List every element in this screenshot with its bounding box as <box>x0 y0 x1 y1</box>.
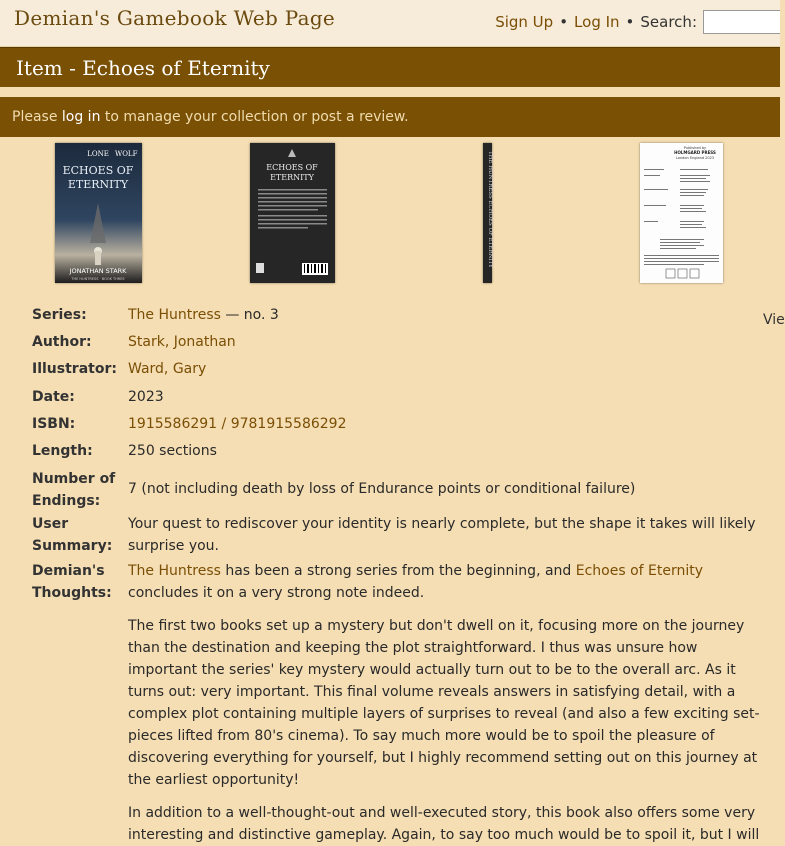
colophon-line2: HOLMGARD PRESS <box>674 150 716 155</box>
thoughts-book-link[interactable]: Echoes of Eternity <box>575 563 704 579</box>
login-notice <box>0 97 780 137</box>
summary-row <box>0 513 780 557</box>
nav-separator: • <box>625 13 635 31</box>
length-label: Length: <box>32 443 93 459</box>
thoughts-series-link[interactable]: The Huntress <box>128 563 221 579</box>
isbn-link[interactable]: 1915586291 / 9781915586292 <box>128 416 347 432</box>
isbn-value <box>128 413 768 435</box>
notice-login-link[interactable]: log in <box>61 109 101 125</box>
date-label: Date: <box>32 389 75 405</box>
search-input[interactable] <box>703 10 780 34</box>
item-header: Item - Echoes of Eternity <box>0 47 780 87</box>
date-value: 2023 <box>128 389 164 405</box>
illustrator-row <box>0 358 780 380</box>
series-number: — no. 3 <box>220 307 279 323</box>
endings-row <box>0 468 780 509</box>
front-cover-title2: ETERNITY <box>67 178 129 191</box>
thoughts-text-mid: has been a strong series from the beginning, and <box>220 563 576 579</box>
sign-up-link[interactable]: Sign Up <box>495 13 554 31</box>
cover-images <box>0 137 780 287</box>
series-row <box>0 304 780 326</box>
illustrator-label: Illustrator: <box>32 361 117 377</box>
front-cover-author: JONATHAN STARK <box>69 267 127 275</box>
thoughts-paragraph-3: In addition to a well-thought-out and well-executed story, this book also offers some very interesting and distinctive gameplay. Again, to say too much would be to spoil it, but I will <box>128 805 760 843</box>
isbn-row <box>0 413 780 435</box>
author-label: Author: <box>32 334 92 350</box>
colophon-line3: London England 2023 <box>675 156 715 160</box>
front-cover-series-top: LONE <box>87 150 109 158</box>
spine-text: THE HUNTRESS ECHOES OF ETERNITY <box>487 151 493 268</box>
notice-suffix: to manage your collection or post a review. <box>100 109 409 125</box>
top-bar <box>0 0 780 47</box>
log-in-link[interactable]: Log In <box>574 13 620 31</box>
front-cover-series-top2: WOLF <box>115 150 138 158</box>
thoughts-paragraph-1 <box>128 560 768 604</box>
back-cover-title1: ECHOES OF <box>266 163 318 172</box>
thoughts-row <box>0 560 780 846</box>
thoughts-text-end: concludes it on a very strong note indeed. <box>128 585 425 601</box>
isbn-label: ISBN: <box>32 416 76 432</box>
length-value: 250 sections <box>128 443 217 459</box>
author-row <box>0 331 780 353</box>
summary-value: Your quest to rediscover your identity is nearly complete, but the shape it takes will likely surprise you. <box>128 516 756 554</box>
front-cover-subtitle: THE HUNTRESS · BOOK THREE <box>71 277 125 281</box>
thoughts-label: Demian's Thoughts: <box>32 563 112 601</box>
length-row <box>0 440 780 462</box>
illustrator-link[interactable]: Ward, Gary <box>128 361 207 377</box>
series-link[interactable]: The Huntress <box>128 307 221 323</box>
front-cover-image[interactable] <box>55 143 142 283</box>
author-value <box>128 331 768 353</box>
thoughts-value <box>128 560 768 846</box>
search-label: Search: <box>640 13 697 31</box>
nav-separator: • <box>559 13 569 31</box>
site-title[interactable]: Demian's Gamebook Web Page <box>14 6 336 30</box>
top-nav <box>495 10 780 34</box>
illustrator-value <box>128 358 768 380</box>
author-link[interactable]: Stark, Jonathan <box>128 334 236 350</box>
series-label: Series: <box>32 307 87 323</box>
back-cover-title2: ETERNITY <box>270 173 314 182</box>
view-link-partial[interactable]: Vie <box>763 312 785 328</box>
series-value <box>128 304 768 326</box>
spine-image[interactable] <box>483 143 492 283</box>
front-cover-title1: ECHOES OF <box>62 164 134 177</box>
endings-label: Number of Endings: <box>32 471 116 509</box>
back-cover-image[interactable] <box>250 143 335 283</box>
summary-label: User Summary: <box>32 516 113 554</box>
date-row <box>0 386 780 408</box>
endings-value: 7 (not including death by loss of Endurance points or conditional failure) <box>128 481 636 497</box>
colophon-line1: Published by <box>683 146 707 150</box>
colophon-image[interactable] <box>640 143 723 283</box>
thoughts-paragraph-2: The first two books set up a mystery but don't dwell on it, focusing more on the journey than the destination and keeping the plot straightforward. I thus was unsure how important the series' key mystery would actually turn out to be to the overall arc. As it turns out: very important. This final volume reveals answers in satisfying detail, with a complex plot containing multiple layers of surprises to reveal (and also a few exciting set-pieces lifted from 80's cinema). To say much more would be to spoil the pleasure of discovering everything for yourself, but I highly recommend setting out on this journey at the earliest opportunity! <box>128 618 760 788</box>
notice-prefix: Please <box>12 109 62 125</box>
